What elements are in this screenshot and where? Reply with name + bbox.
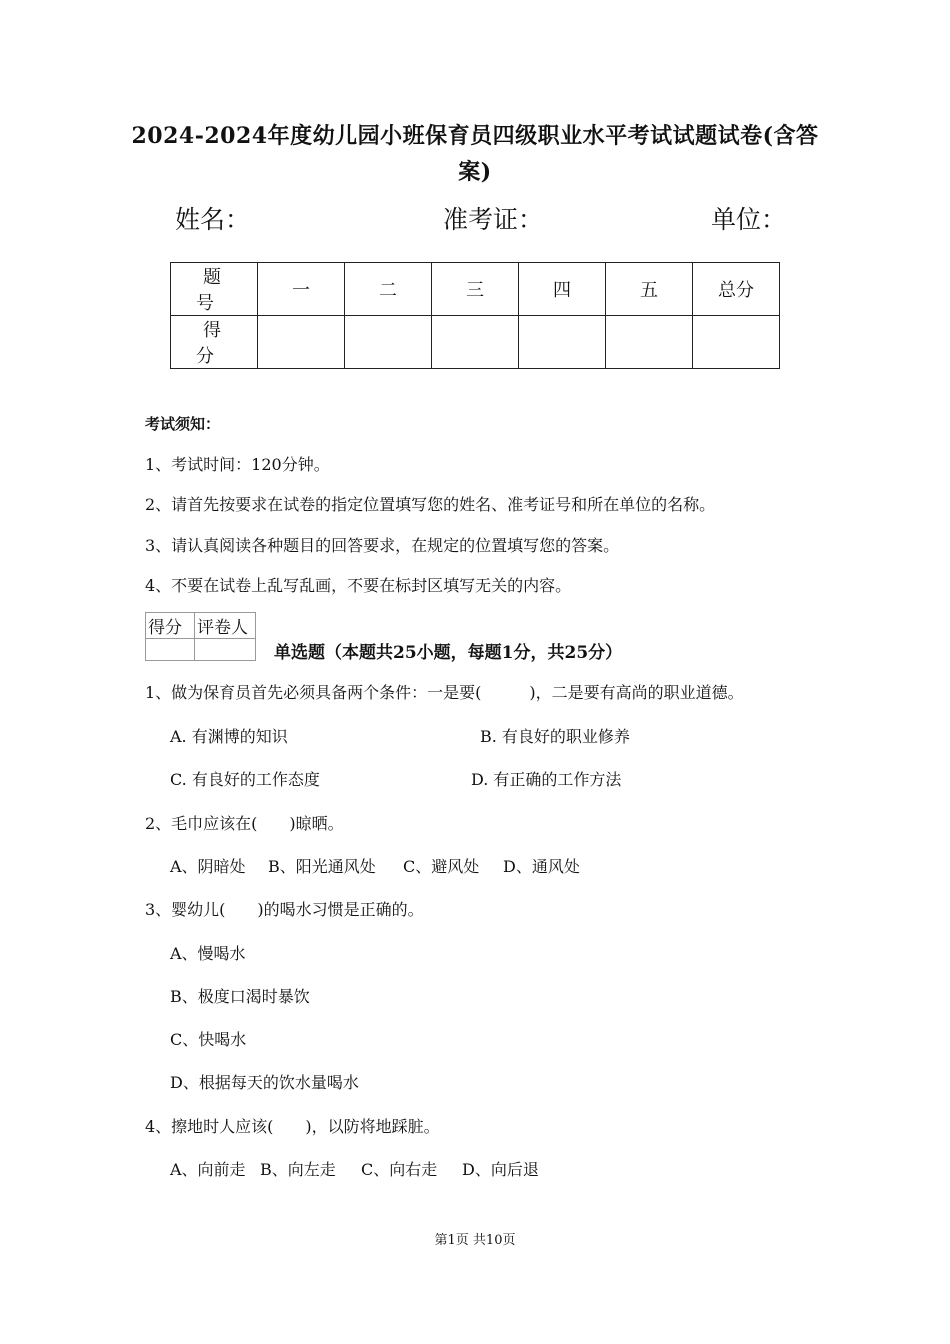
- score-table-score-row: [171, 316, 780, 369]
- question-stem: 2、毛巾应该在( )晾晒。: [145, 814, 344, 833]
- score-input-cell[interactable]: [345, 316, 432, 369]
- grader-score-label: 得分: [146, 613, 195, 639]
- answer-option: C、避风处: [403, 857, 480, 876]
- notes-heading: 考试须知：: [145, 415, 221, 433]
- grader-name-label: 评卷人: [195, 613, 256, 639]
- answer-option: D. 有正确的工作方法: [471, 770, 622, 789]
- unit-label: 单位：: [711, 205, 787, 234]
- candidate-info-row: [175, 200, 785, 240]
- answer-option: C、快喝水: [170, 1030, 247, 1049]
- score-cell: 三: [432, 263, 519, 316]
- exam-id-label: 准考证：: [443, 205, 544, 234]
- answer-option: D、向后退: [462, 1160, 539, 1179]
- answer-option: B、向左走: [260, 1160, 336, 1179]
- grader-score-input[interactable]: [146, 639, 195, 661]
- name-label: 姓名：: [175, 205, 251, 234]
- answer-option: B. 有良好的职业修养: [480, 727, 630, 746]
- note-item: 2、请首先按要求在试卷的指定位置填写您的姓名、准考证号和所在单位的名称。: [145, 495, 716, 514]
- question-stem: 1、做为保育员首先必须具备两个条件：一是要( )，二是要有高尚的职业道德。: [145, 683, 744, 702]
- answer-option: A、阴暗处: [170, 857, 246, 876]
- answer-option: B、极度口渴时暴饮: [170, 987, 310, 1006]
- score-input-cell[interactable]: [519, 316, 606, 369]
- score-input-cell[interactable]: [432, 316, 519, 369]
- grader-name-input[interactable]: [195, 639, 256, 661]
- score-input-cell[interactable]: [693, 316, 780, 369]
- answer-option: B、阳光通风处: [268, 857, 376, 876]
- answer-option: A、慢喝水: [170, 944, 246, 963]
- page-footer: 第1页 共10页: [434, 1233, 516, 1248]
- answer-option: D、根据每天的饮水量喝水: [170, 1073, 359, 1092]
- note-item: 1、考试时间：120分钟。: [145, 455, 330, 474]
- grader-box: [145, 612, 256, 661]
- score-table: [170, 262, 780, 369]
- score-cell: 五: [606, 263, 693, 316]
- score-cell: 总分: [693, 263, 780, 316]
- score-cell: 题 号: [171, 263, 258, 316]
- answer-option: A. 有渊博的知识: [170, 727, 288, 746]
- question-stem: 4、擦地时人应该( )，以防将地踩脏。: [145, 1117, 440, 1136]
- score-table-header-row: [171, 263, 780, 316]
- answer-option: C. 有良好的工作态度: [170, 770, 320, 789]
- note-item: 3、请认真阅读各种题目的回答要求，在规定的位置填写您的答案。: [145, 536, 620, 555]
- score-cell: 四: [519, 263, 606, 316]
- question-stem: 3、婴幼儿( )的喝水习惯是正确的。: [145, 900, 424, 919]
- note-item: 4、不要在试卷上乱写乱画，不要在标封区填写无关的内容。: [145, 576, 572, 595]
- section-title: 单选题（本题共25小题，每题1分，共25分）: [274, 643, 623, 663]
- document-title: 2024-2024年度幼儿园小班保育员四级职业水平考试试题试卷(含答案): [131, 123, 819, 185]
- answer-option: C、向右走: [361, 1160, 438, 1179]
- answer-option: D、通风处: [503, 857, 580, 876]
- answer-option: A、向前走: [170, 1160, 246, 1179]
- score-cell: 得 分: [171, 316, 258, 369]
- score-cell: 一: [258, 263, 345, 316]
- score-cell: 二: [345, 263, 432, 316]
- score-input-cell[interactable]: [606, 316, 693, 369]
